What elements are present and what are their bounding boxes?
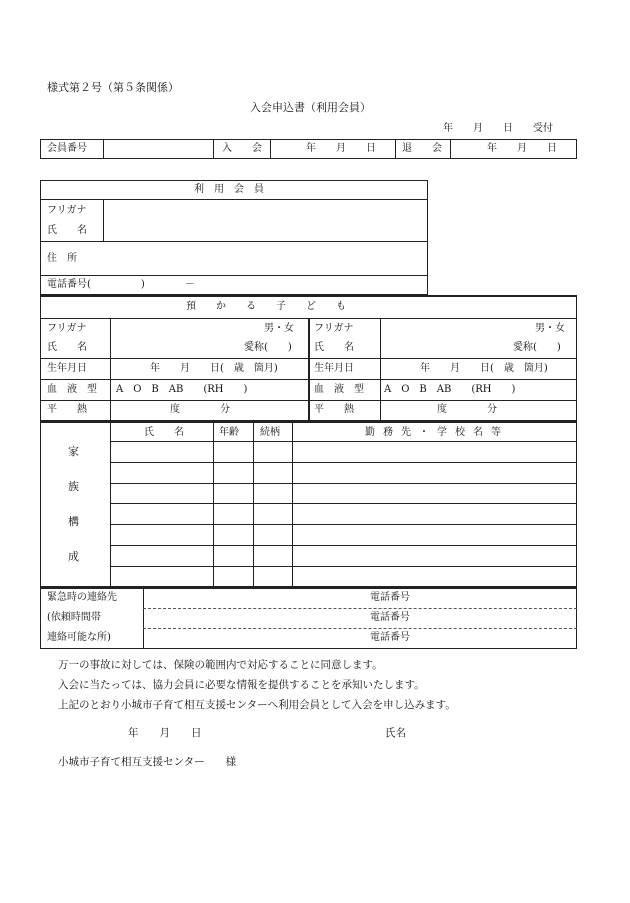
child2-blood-value[interactable]: A O B AB (RH ): [384, 384, 516, 395]
emergency-phone-3[interactable]: 電話番号: [370, 632, 410, 643]
emergency-label: (依頼時間帯: [47, 612, 101, 623]
sign-date[interactable]: 年 月 日: [128, 727, 202, 739]
child2-furigana-label: フリガナ: [314, 323, 354, 334]
user-name-label: 氏 名: [47, 225, 87, 236]
emergency-label: 連絡可能な所): [47, 632, 111, 643]
emergency-label: 緊急時の連絡先: [47, 592, 117, 603]
family-side-char: 構: [68, 515, 79, 528]
join-label: 入 会: [222, 143, 262, 154]
join-date[interactable]: 年 月 日: [306, 143, 376, 154]
member-no-field[interactable]: [105, 141, 211, 157]
family-col-work: 勤務先・学校名等: [365, 427, 509, 438]
child2-birth-label: 生年月日: [314, 363, 354, 374]
user-member-heading: 利 用 会 員: [194, 184, 264, 195]
child2-name-label: 氏 名: [314, 342, 354, 353]
child2-temp-label: 平 熱: [314, 404, 354, 415]
agreement-line: 入会に当たっては、協力会員に必要な情報を提供することを承知いたします。: [58, 679, 425, 691]
form-number: 様式第２号（第５条関係）: [47, 81, 179, 94]
agreement-line: 上記のとおり小城市子育て相互支援センターへ利用会員として入会を申し込みます。: [58, 699, 456, 711]
user-furigana-label: フリガナ: [47, 205, 87, 216]
child2-nickname[interactable]: 愛称( ): [513, 342, 561, 353]
family-section: [40, 421, 577, 587]
family-side-char: 家: [68, 445, 79, 458]
sign-name-label: 氏名: [385, 727, 406, 739]
agreement-line: 万一の事故に対しては、保険の範囲内で対応することに同意します。: [58, 659, 383, 671]
withdraw-label: 退 会: [402, 143, 442, 154]
child2-birth-value[interactable]: 年 月 日( 歳 箇月): [420, 363, 548, 374]
user-address-field[interactable]: [90, 243, 425, 273]
child-heading: 預 か る 子 ど も: [186, 301, 346, 312]
child1-temp-value[interactable]: 度 分: [170, 404, 230, 415]
user-phone-label[interactable]: 電話番号( ) －: [47, 279, 195, 290]
child1-blood-label: 血 液 型: [47, 384, 97, 395]
family-col-age: 年齢: [219, 427, 239, 438]
sign-name-field[interactable]: [410, 724, 570, 742]
user-name-field[interactable]: [105, 201, 425, 239]
addressee: 小城市子育て相互支援センター 様: [58, 756, 237, 768]
family-col-name: 氏 名: [144, 427, 184, 438]
child2-temp-value[interactable]: 度 分: [437, 404, 497, 415]
receipt-date: 年 月 日 受付: [443, 123, 553, 134]
family-side-char: 成: [68, 550, 79, 563]
member-no-label: 会員番号: [47, 143, 87, 154]
child1-birth-value[interactable]: 年 月 日( 歳 箇月): [150, 363, 278, 374]
child1-temp-label: 平 熱: [47, 404, 87, 415]
emergency-section: [40, 587, 577, 649]
page-title: 入会申込書（利用会員）: [250, 101, 371, 114]
emergency-phone-2[interactable]: 電話番号: [370, 612, 410, 623]
child1-birth-label: 生年月日: [47, 363, 87, 374]
child2-gender[interactable]: 男・女: [535, 323, 565, 334]
family-side-char: 族: [68, 480, 79, 493]
user-address-label: 住 所: [47, 253, 77, 264]
emergency-phone-1[interactable]: 電話番号: [370, 592, 410, 603]
child1-nickname[interactable]: 愛称( ): [244, 342, 292, 353]
child1-gender[interactable]: 男・女: [264, 323, 294, 334]
child1-furigana-label: フリガナ: [47, 323, 87, 334]
child2-blood-label: 血 液 型: [314, 384, 364, 395]
family-col-relation: 続柄: [260, 427, 280, 438]
child1-blood-value[interactable]: A O B AB (RH ): [116, 384, 248, 395]
withdraw-date[interactable]: 年 月 日: [487, 143, 557, 154]
child1-name-label: 氏 名: [47, 342, 87, 353]
